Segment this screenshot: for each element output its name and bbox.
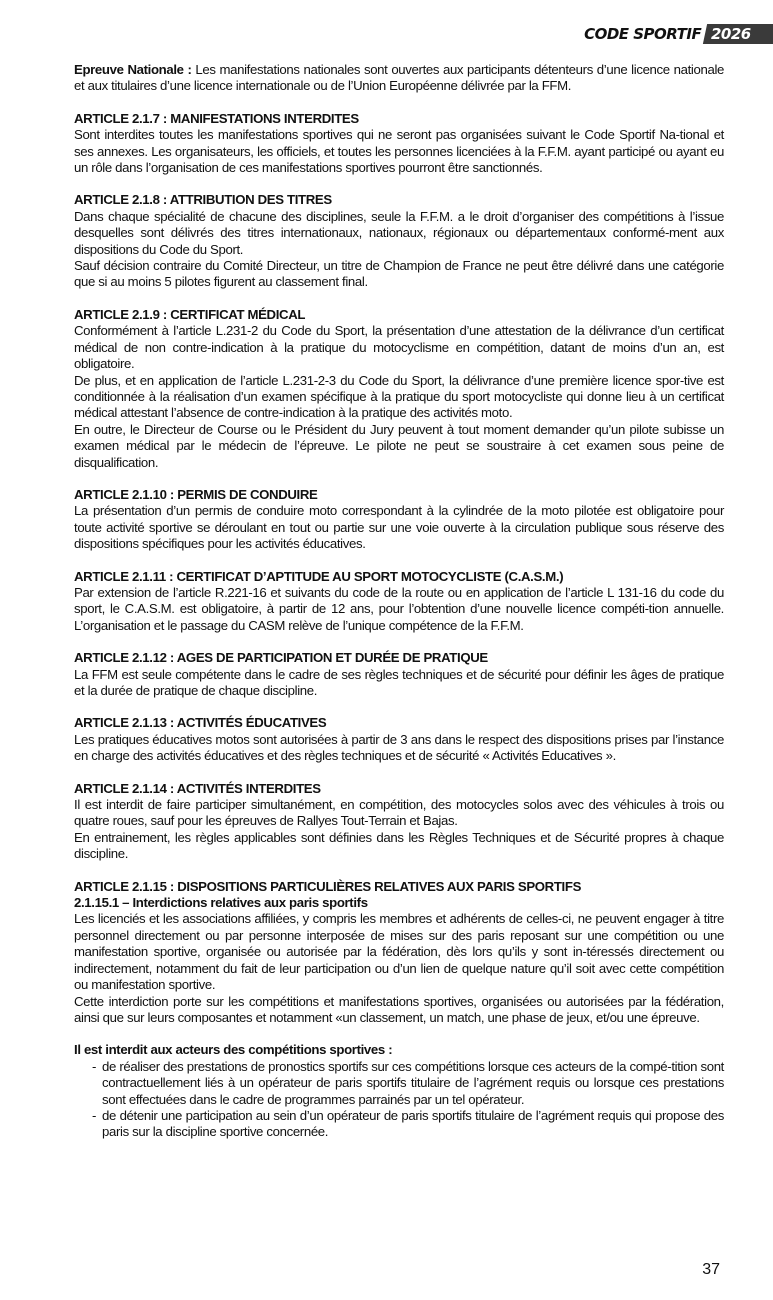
article-2-1-8 <box>74 192 724 290</box>
article-paragraph: Il est interdit de faire participer simultanément, en compétition, des motocycles solos avec des véhicules à trois ou quatre roues, sauf pour les épreuves de Rallyes Tout-Terrain et Bajas. <box>74 797 724 829</box>
article-paragraph: La présentation d’un permis de conduire moto correspondant à la cylindrée de la moto pilotée est obligatoire pour toute activité sportive se déroulant en tout ou partie sur une voie ouverte à la circulation publique sous réserve des dispositions spécifiques pour les activités éducatives. <box>74 503 724 552</box>
article-title: ARTICLE 2.1.15 : DISPOSITIONS PARTICULIÈRES RELATIVES AUX PARIS SPORTIFS <box>74 878 582 894</box>
article-2-1-7 <box>74 111 724 177</box>
article-paragraph: Sauf décision contraire du Comité Directeur, un titre de Champion de France ne peut être délivré dans une catégorie que si au moins 5 pilotes figurent au classement final. <box>74 258 724 290</box>
article-2-1-11 <box>74 569 724 635</box>
article-title: ARTICLE 2.1.14 : ACTIVITÉS INTERDITES <box>74 780 321 796</box>
article-subtitle: 2.1.15.1 – Interdictions relatives aux paris sportifs <box>74 895 368 911</box>
article-paragraph: La FFM est seule compétente dans le cadre de ses règles techniques et de sécurité pour définir les âges de pratique et la durée de pratique de chaque discipline. <box>74 666 724 698</box>
article-title: ARTICLE 2.1.9 : CERTIFICAT MÉDICAL <box>74 306 306 322</box>
article-paragraph: De plus, et en application de l’article L.231-2-3 du Code du Sport, la délivrance d’une première licence spor-tive est conditionnée à la réalisation d’un examen spécifique à la pratique du sport motocycliste qui donne lieu à un certificat médical attestant l’absence de contre-indication à la pratique des activités moto. <box>74 372 724 421</box>
running-header <box>584 24 773 44</box>
article-paragraph: Conformément à l’article L.231-2 du Code du Sport, la présentation d’une attestation de la délivrance d’un certificat médical de non contre-indication à la pratique du motocyclisme en compétition, datant de moins d’un an, est obligatoire. <box>74 323 724 372</box>
article-title: ARTICLE 2.1.13 : ACTIVITÉS ÉDUCATIVES <box>74 715 327 731</box>
article-paragraph: Par extension de l’article R.221-16 et suivants du code de la route ou en application de l’article L 131-16 du code du sport, le C.A.S.M. est obligatoire, à partir de 12 ans, pour l’obtention d’une nouvelle licence compéti-tion annuelle. L’organisation et le passage du CASM relève de l’unique compétence de la F.F.M. <box>74 584 724 633</box>
article-paragraph: En entrainement, les règles applicables sont définies dans les Règles Techniques et de Sécurité propres à chaque discipline. <box>74 829 724 862</box>
intro-paragraph <box>74 62 724 95</box>
article-title: ARTICLE 2.1.12 : AGES DE PARTICIPATION ET DURÉE DE PRATIQUE <box>74 650 488 666</box>
article-2-1-14 <box>74 781 724 863</box>
article-title: ARTICLE 2.1.8 : ATTRIBUTION DES TITRES <box>74 192 332 208</box>
prohibition-list <box>74 1059 724 1141</box>
article-title: ARTICLE 2.1.7 : MANIFESTATIONS INTERDITES <box>74 110 359 126</box>
article-2-1-9 <box>74 307 724 471</box>
header-title: CODE SPORTIF <box>584 25 702 43</box>
article-title: ARTICLE 2.1.10 : PERMIS DE CONDUIRE <box>74 486 318 502</box>
intro-text: Les manifestations nationales sont ouvertes aux participants détenteurs d’une licence nationale et aux titulaires d’une licence internationale ou de l’Union Européenne délivrée par la FFM. <box>74 62 725 94</box>
article-paragraph: Sont interdites toutes les manifestations sportives qui ne seront pas organisées suivant le Code Sportif Na-tional et ses annexes. Les organisateurs, les officiels, et toutes les personnes licenciées à la F.F.M. ayant participé ou ayant eu un rôle dans l’organisation de ces manifestations sportives pourront être sanctionnés. <box>74 127 724 176</box>
article-2-1-12 <box>74 650 724 699</box>
article-title: ARTICLE 2.1.11 : CERTIFICAT D’APTITUDE AU SPORT MOTOCYCLISTE (C.A.S.M.) <box>74 568 564 584</box>
header-year-badge <box>703 24 773 44</box>
header-year: 2026 <box>711 25 751 43</box>
article-2-1-15 <box>74 879 724 1141</box>
article-paragraph: En outre, le Directeur de Course ou le Président du Jury peuvent à tout moment demander qu’un pilote subisse un examen médical par le médecin de l’épreuve. Le pilote ne peut se soustraire à cet examen sous peine de disqualification. <box>74 421 724 470</box>
article-paragraph: Cette interdiction porte sur les compétitions et manifestations sportives, organisées ou autorisées par la fédération, ainsi que sur leurs composantes et notamment «un classement, un match, une phase de jeux, et/ou une épreuve. <box>74 993 724 1025</box>
list-item: - de réaliser des prestations de pronostics sportifs sur ces compétitions lorsque ces acteurs de la compé-tition sont contractuellement liés à un opérateur de paris sportifs titulaire de l’agrément requis ou lorsque ces prestations sont effectuées dans le cadre de programmes parrainés par un tel opérateur. <box>92 1059 724 1108</box>
article-list-intro: Il est interdit aux acteurs des compétitions sportives : <box>74 1042 393 1058</box>
article-2-1-10 <box>74 487 724 553</box>
page-number: 37 <box>702 1261 720 1278</box>
page-body <box>74 62 724 1157</box>
article-paragraph: Les licenciés et les associations affiliées, y compris les membres et adhérents de celles-ci, ne peuvent engager à titre personnel directement ou par personne interposée de mises sur des paris reposant sur une compétition ou une manifestation sportive, organisée ou autorisée par la fédération, dès lors qu’ils y sont in-téressés directement ou indirectement, notamment du fait de leur participation ou d’un lien de quelque nature qu’il soit avec cette compétition ou manifestation sportive. <box>74 911 724 993</box>
article-2-1-13 <box>74 715 724 764</box>
spacer <box>74 1026 724 1042</box>
intro-label: Epreuve Nationale : <box>74 62 192 77</box>
article-paragraph: Dans chaque spécialité de chacune des disciplines, seule la F.F.M. a le droit d’organiser des compétitions à l’issue desquelles sont délivrés des titres internationaux, nationaux, régionaux ou départementaux conformé-ment aux dispositions du Code du Sport. <box>74 208 724 257</box>
article-paragraph: Les pratiques éducatives motos sont autorisées à partir de 3 ans dans le respect des dispositions prises par l’instance en charge des activités éducatives et des règles techniques et de sécurité « Activités Educatives ». <box>74 731 724 764</box>
list-item: - de détenir une participation au sein d’un opérateur de paris sportifs titulaire de l’agrément requis qui propose des paris sur la discipline sportive concernée. <box>92 1108 724 1141</box>
